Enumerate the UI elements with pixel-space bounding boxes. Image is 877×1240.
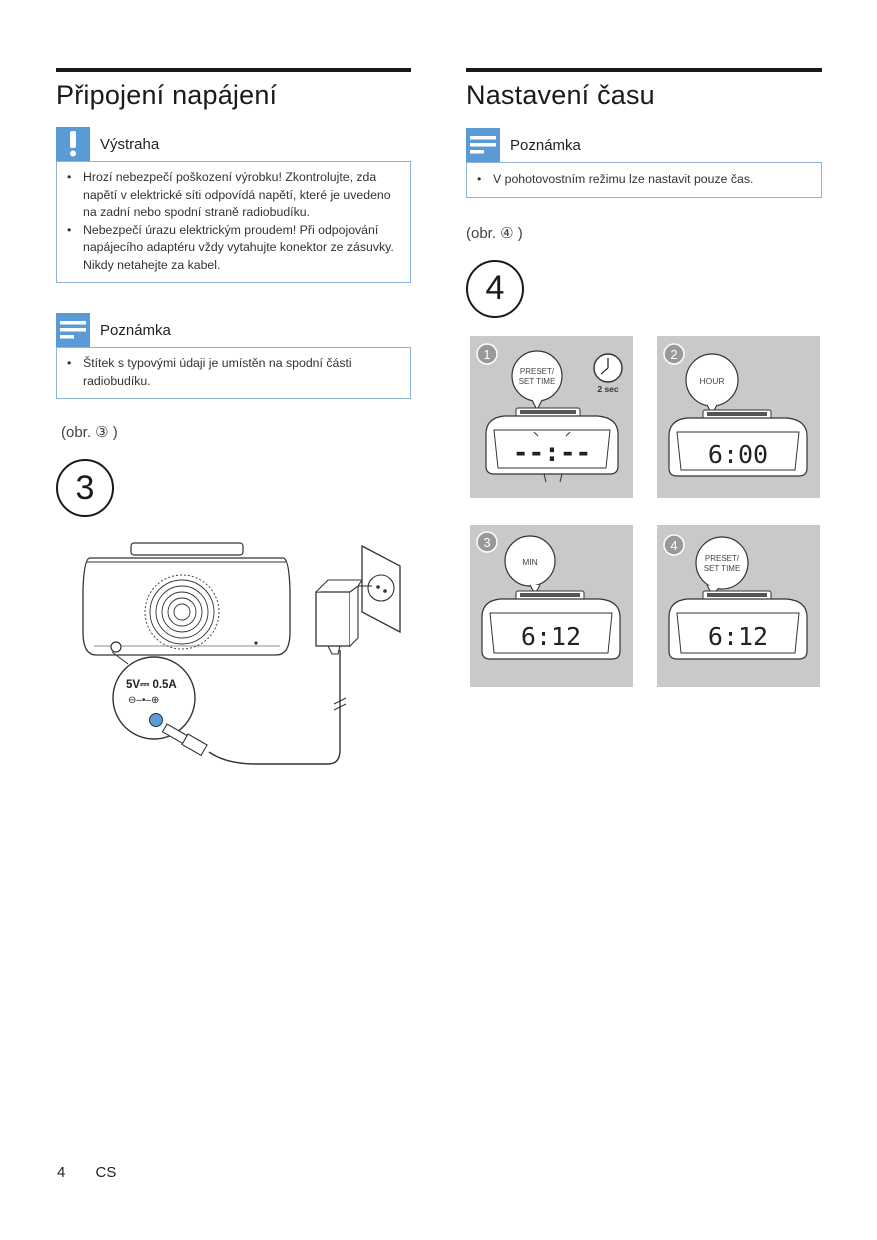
note-title: Poznámka	[100, 321, 171, 339]
bubble-text: HOUR	[699, 376, 725, 386]
exclamation-icon	[56, 127, 90, 161]
figure-number: 4	[466, 260, 524, 318]
clock-display: 6:00	[707, 440, 769, 469]
bubble-text: SET TIME	[518, 377, 556, 386]
note-box	[56, 313, 411, 399]
clock-display: --:--	[512, 438, 592, 468]
figure-reference: (obr. ④ )	[466, 224, 523, 242]
step-number: 4	[670, 538, 678, 553]
step-panel-2	[657, 336, 820, 498]
right-column	[466, 68, 822, 318]
left-column	[56, 68, 411, 517]
language-code: CS	[95, 1164, 117, 1181]
note-box	[466, 128, 822, 198]
note-title: Poznámka	[510, 136, 581, 154]
clock-display: 6:12	[707, 622, 769, 651]
figure-number: 3	[56, 459, 114, 517]
power-connection-illustration	[76, 540, 411, 770]
step-panel-3	[470, 525, 633, 687]
section-heading-time: Nastavení času	[466, 80, 655, 110]
warning-item: • Hrozí nebezpečí poškození výrobku! Zkontrolujte, zda napětí v elektrické síti odpovídá napětí, které je uvedeno na zadní nebo spodní straně radiobudíku.	[57, 169, 402, 222]
bubble-text: SET TIME	[703, 564, 741, 573]
section-rule	[466, 68, 822, 72]
polarity-label: ⊖–•–⊕	[128, 695, 160, 706]
step-number: 2	[670, 347, 678, 362]
note-item: • Štítek s typovými údaji je umístěn na spodní části radiobudíku.	[57, 355, 380, 390]
radio-back	[83, 543, 290, 655]
warning-item: • Nebezpečí úrazu elektrickým proudem! Při odpojování napájecího adaptéru vždy vytahujte konektor ze zásuvky. Nikdy netahejte za kabel.	[57, 222, 402, 275]
step-panel-4	[657, 525, 820, 687]
section-rule	[56, 68, 411, 72]
warning-box	[56, 127, 411, 283]
warning-title: Výstraha	[100, 135, 160, 153]
rating-label: 5V⎓ 0.5A	[126, 679, 177, 691]
bubble-text: PRESET/	[704, 554, 740, 563]
note-lines-icon	[56, 313, 90, 347]
figure-reference: (obr. ③ )	[61, 424, 118, 441]
section-heading-power: Připojení napájení	[56, 80, 278, 110]
bubble-text: MIN	[522, 557, 538, 567]
page-number: 4	[57, 1164, 66, 1181]
step-number: 1	[483, 347, 491, 362]
step-number: 3	[483, 535, 491, 550]
clock-display: 6:12	[520, 622, 582, 651]
step-panel-1	[470, 336, 633, 498]
bubble-text: PRESET/	[519, 367, 555, 376]
note-item: • V pohotovostním režimu lze nastavit pouze čas.	[467, 171, 813, 189]
note-lines-icon	[466, 128, 500, 162]
page-footer	[57, 1164, 116, 1181]
timer-label: 2 sec	[597, 384, 619, 394]
